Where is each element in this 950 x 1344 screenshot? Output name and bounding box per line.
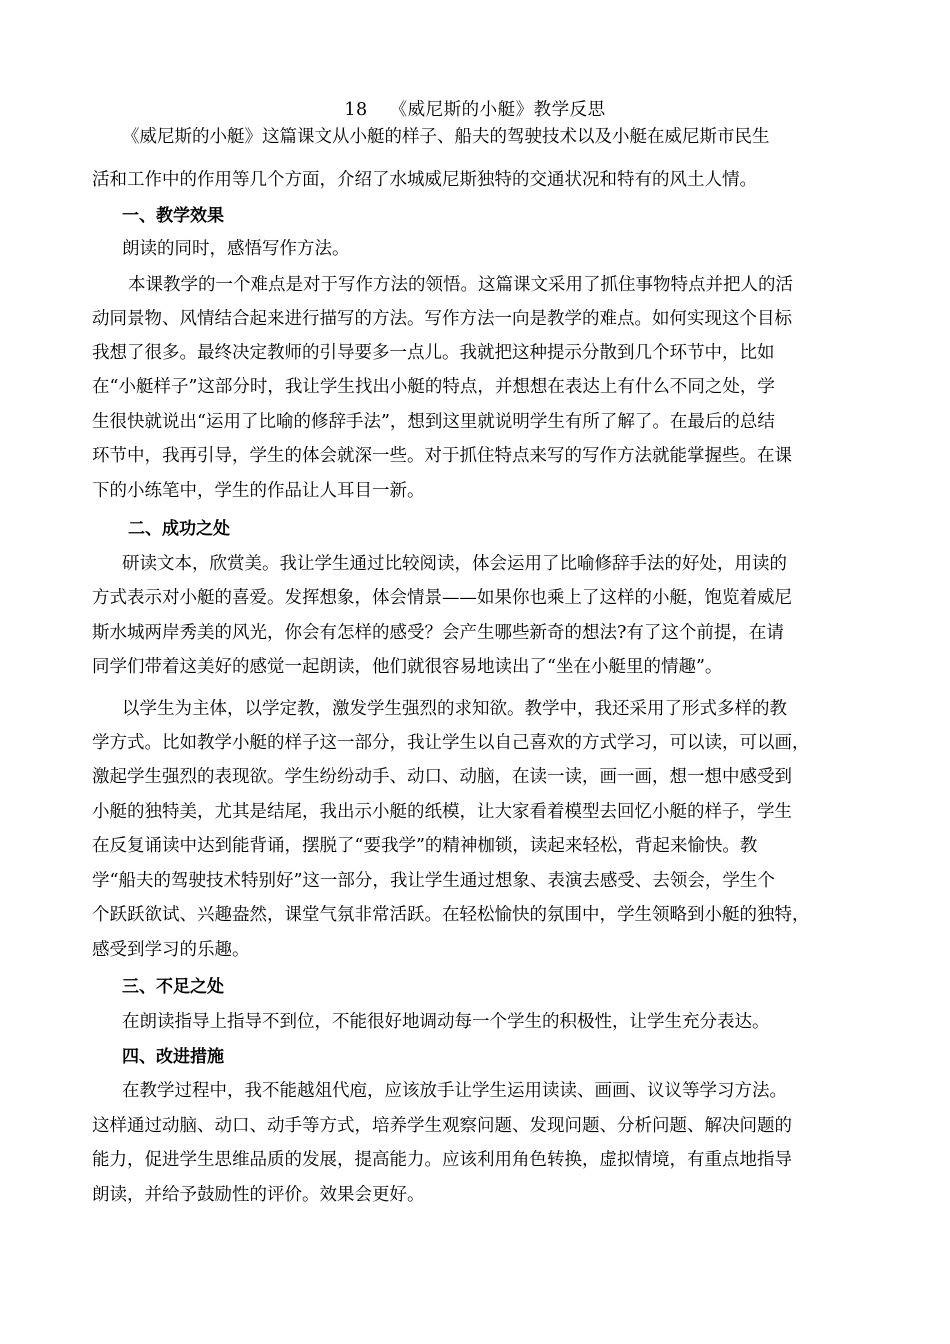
paragraph-line: 研读文本，欣赏美。我让学生通过比较阅读，体会运用了比喻修辞手法的好处，用读的	[122, 554, 787, 574]
paragraph-line: 动同景物、风情结合起来进行描写的方法。写作方法一向是教学的难点。如何实现这个目标	[92, 309, 792, 329]
paragraph-line: 感受到学习的乐趣。	[92, 940, 250, 960]
lesson-number: 18	[344, 100, 368, 120]
paragraph-line: 本课教学的一个难点是对于写作方法的领悟。这篇课文采用了抓住事物特点并把人的活	[128, 275, 793, 295]
intro-line: 活和工作中的作用等几个方面，介绍了水城威尼斯独特的交通状况和特有的风土人情。	[92, 170, 757, 190]
lesson-title: 《威尼斯的小艇》教学反思	[389, 100, 606, 120]
section-heading: 三、不足之处	[122, 977, 224, 997]
paragraph-line: 激起学生强烈的表现欲。学生纷纷动手、动口、动脑，在读一读，画一画，想一想中感受到	[92, 767, 792, 787]
paragraph-line: 学方式。比如教学小艇的样子这一部分，我让学生以自己喜欢的方式学习，可以读，可以画，	[92, 733, 810, 753]
paragraph-line: 在反复诵读中达到能背诵，摆脱了“要我学”的精神枷锁，读起来轻松，背起来愉快。教	[92, 836, 758, 856]
paragraph-line: 朗读的同时，感悟写作方法。	[122, 239, 350, 259]
paragraph-line: 这样通过动脑、动口、动手等方式，培养学生观察问题、发现问题、分析问题、解决问题的	[92, 1116, 792, 1136]
paragraph-line: 在教学过程中，我不能越俎代庖，应该放手让学生运用读读、画画、议议等学习方法。	[122, 1081, 787, 1101]
paragraph-line: 在“小艇样子”这部分时，我让学生找出小艇的特点，并想想在表达上有什么不同之处，学	[92, 377, 775, 397]
paragraph-line: 方式表示对小艇的喜爱。发挥想象，体会情景——如果你也乘上了这样的小艇，饱览着威尼	[92, 588, 792, 608]
paragraph-line: 能力，促进学生思维品质的发展，提高能力。应该利用角色转换，虚拟情境，有重点地指导	[92, 1150, 792, 1170]
section-heading: 二、成功之处	[128, 519, 230, 539]
paragraph-line: 环节中，我再引导，学生的体会就深一些。对于抓住特点来写的写作方法就能掌握些。在课	[92, 446, 792, 466]
paragraph-line: 小艇的独特美，尤其是结尾，我出示小艇的纸模，让大家看着模型去回忆小艇的样子，学生	[92, 802, 792, 822]
paragraph-line: 同学们带着这美好的感觉一起朗读，他们就很容易地读出了“坐在小艇里的情趣”。	[92, 657, 723, 677]
intro-line: 《威尼斯的小艇》这篇课文从小艇的样子、船夫的驾驶技术以及小艇在威尼斯市民生	[122, 127, 770, 147]
paragraph-line: 斯水城两岸秀美的风光，你会有怎样的感受？会产生哪些新奇的想法?有了这个前提，在请	[92, 623, 784, 643]
paragraph-line: 我想了很多。最终决定教师的引导要多一点儿。我就把这种提示分散到几个环节中，比如	[92, 343, 775, 363]
paragraph-line: 下的小练笔中，学生的作品让人耳目一新。	[92, 481, 425, 501]
section-heading: 一、教学效果	[122, 206, 224, 226]
paragraph-line: 在朗读指导上指导不到位，不能很好地调动每一个学生的积极性，让学生充分表达。	[122, 1012, 770, 1032]
section-heading: 四、改进措施	[122, 1047, 224, 1067]
paragraph-line: 学“船夫的驾驶技术特别好”这一部分，我让学生通过想象、表演去感受、去领会，学生个	[92, 871, 775, 891]
paragraph-line: 以学生为主体，以学定教，激发学生强烈的求知欲。教学中，我还采用了形式多样的教	[122, 699, 787, 719]
paragraph-line: 个跃跃欲试、兴趣盎然，课堂气氛非常活跃。在轻松愉快的氛围中，学生领略到小艇的独特，	[92, 905, 810, 925]
paragraph-line: 生很快就说出“运用了比喻的修辞手法”，想到这里就说明学生有所了解了。在最后的总结	[92, 412, 775, 432]
paragraph-line: 朗读，并给予鼓励性的评价。效果会更好。	[92, 1185, 425, 1205]
